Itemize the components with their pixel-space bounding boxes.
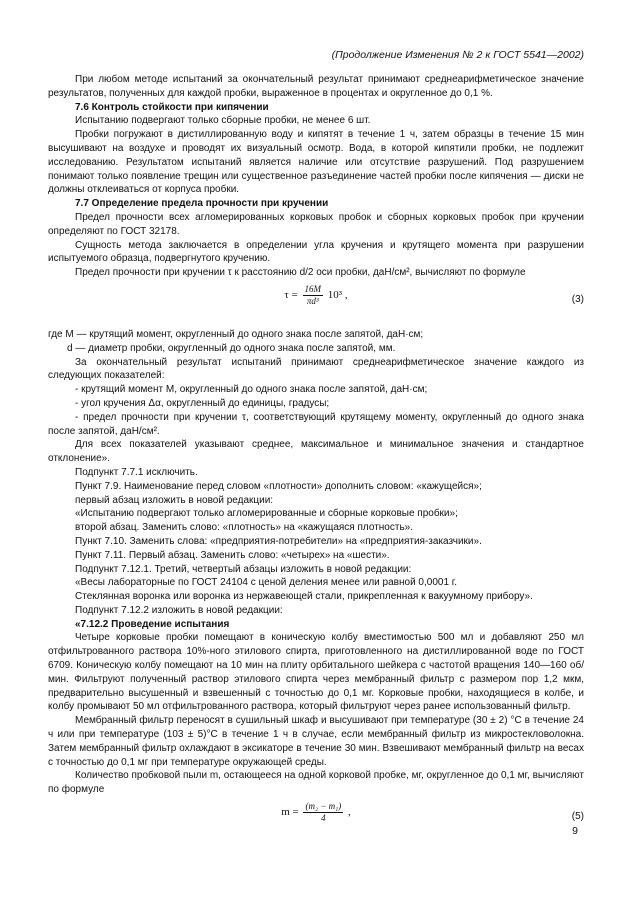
formula-number: (5) xyxy=(571,811,584,823)
section-heading-7-12-2: «7.12.2 Проведение испытания xyxy=(75,618,230,630)
change-line: Пункт 7.11. Первый абзац. Заменить слово: «четырех» на «шести». xyxy=(75,549,390,561)
change-line: второй абзац. Заменить слово: «плотность» на «кажущаяся плотность». xyxy=(75,522,413,534)
document-body xyxy=(48,73,584,845)
formula-fraction xyxy=(303,801,343,824)
formula-tail: , xyxy=(348,806,351,819)
formula-numerator: 16M xyxy=(304,283,322,294)
change-line: Пункт 7.9. Наименование перед словом «плотности» дополнить словом: «кажущейся»; xyxy=(75,480,482,492)
formula-numerator: (m₂ − m₁) xyxy=(305,801,342,812)
formula-fraction xyxy=(303,284,324,307)
paragraph: Количество пробковой пыли m, остающееся на одной корковой пробке, мг, округленное до 0,1 мг, вычисляют по формуле xyxy=(48,770,584,796)
formula-denominator: 4 xyxy=(321,813,326,824)
change-line: Подпункт 7.12.2 изложить в новой редакции: xyxy=(75,604,283,616)
formula-number: (3) xyxy=(571,293,584,305)
formula-lhs: τ = xyxy=(284,288,298,301)
section-heading-7-6: 7.6 Контроль стойкости при кипячении xyxy=(75,101,269,113)
paragraph: Четыре корковые пробки помещают в коническую колбу вместимостью 500 мл и добавляют 250 мл отфильтрованного раствора 10%-ного этилового спирта, приготовленного на дистиллированной воде по ГОСТ 6709. Коническую колбу помещают на 10 мин на плиту орбитального шейкера с частотой вращения 140—160 об/мин. Фильтруют полученный раствор этилового спирта через мембранный фильтр с размером пор 1,2 мкм, предварительно высушенный и взвешенный с точностью до 0,1 мг. Корковые пробки, находящиеся в колбе, и колбу промывают 50 мл отфильтрованного раствора, который фильтруют через ранее использованный фильтр. xyxy=(48,632,584,713)
paragraph: Мембранный фильтр переносят в сушильный шкаф и высушивают при температуре (30 ± 2) °С в течение 24 ч или при температуре (103 ± 5)°С в течение 1 ч в случае, если мембранный фильтр из микростекловолокна. Затем мембранный фильтр охлаждают в эксикаторе в течение 30 мин. Взвешивают мембранный фильтр на весах с точностью до 0,1 мг при температуре окружающей среды. xyxy=(48,715,584,768)
list-item: - угол кручения Δα, округленный до единицы, градусы; xyxy=(75,397,330,409)
change-line: первый абзац изложить в новой редакции: xyxy=(75,494,274,506)
paragraph: При любом методе испытаний за окончательный результат принимают среднеарифметическое значение результатов, полученных для каждой пробки, выраженное в процентах и округленное до 0,1 %. xyxy=(48,74,584,99)
paragraph: Для всех показателей указывают среднее, максимальное и минимальное значения и стандартное отклонение». xyxy=(48,439,584,465)
change-line: «Весы лабораторные по ГОСТ 24104 с ценой деления менее или равной 0,0001 г. xyxy=(75,577,458,589)
formula-tail: 10³ , xyxy=(327,288,348,301)
paragraph: Предел прочности всех агломерированных корковых пробок и сборных корковых пробок при кручении определяют по ГОСТ 32178. xyxy=(48,211,584,237)
definition-d: d — диаметр пробки, округленный до одного знака после запятой, мм. xyxy=(67,342,396,354)
change-line: «Испытанию подвергают только агломерированные и сборные корковые пробки»; xyxy=(75,508,458,520)
section-heading-7-7: 7.7 Определение предела прочности при кручении xyxy=(75,198,329,210)
formula-denominator: πd³ xyxy=(306,295,319,306)
change-line: Пункт 7.10. Заменить слова: «предприятия-потребители» на «предприятия-заказчики». xyxy=(75,535,482,547)
paragraph: Испытанию подвергают только сборные пробки, не менее 6 шт. xyxy=(75,115,371,127)
definition-m: где M — крутящий момент, округленный до одного знака после запятой, даН·см; xyxy=(48,328,424,340)
paragraph: Пробки погружают в дистиллированную воду и кипятят в течение 1 ч, затем образцы в течение 15 мин высушивают на воздухе и проводят их визуальный осмотр. Вода, в которой кипятили пробки, не подлежит исследованию. Результатом испытаний является наличие или отсутствие разрушений. Под разрушением понимают только появление трещин или существенное разъединение частей пробки после кипячения — диски не должны отклеиваться от корпуса пробки. xyxy=(48,129,584,196)
change-line: Стеклянная воронка или воронка из нержавеющей стали, прикрепленная к вакуумному прибору». xyxy=(75,591,533,603)
definitions xyxy=(48,328,584,356)
paragraph: Сущность метода заключается в определении угла кручения и крутящего момента при разрушении испытуемого образца, подвергнутого кручению. xyxy=(48,239,584,265)
formula-3 xyxy=(48,284,584,324)
page-header: (Продолжение Изменения № 2 к ГОСТ 5541—2002) xyxy=(331,49,584,61)
paragraph: Предел прочности при кручении τ к расстоянию d/2 оси пробки, даН/см², вычисляют по формуле xyxy=(75,267,526,279)
list-item: - крутящий момент M, округленный до одного знака после запятой, даН·см; xyxy=(75,384,428,396)
page-number: 9 xyxy=(572,825,578,837)
formula-5 xyxy=(48,801,584,841)
change-line: Подпункт 7.7.1 исключить. xyxy=(75,466,198,478)
formula-lhs: m = xyxy=(281,806,299,819)
change-line: Подпункт 7.12.1. Третий, четвертый абзацы изложить в новой редакции: xyxy=(75,563,412,575)
list-item: - предел прочности при кручении τ, соответствующий крутящему моменту, округленный до одного знака после запятой, даН/см². xyxy=(48,411,584,437)
paragraph: За окончательный результат испытаний принимают среднеарифметическое значение каждого из следующих показателей: xyxy=(48,356,584,382)
